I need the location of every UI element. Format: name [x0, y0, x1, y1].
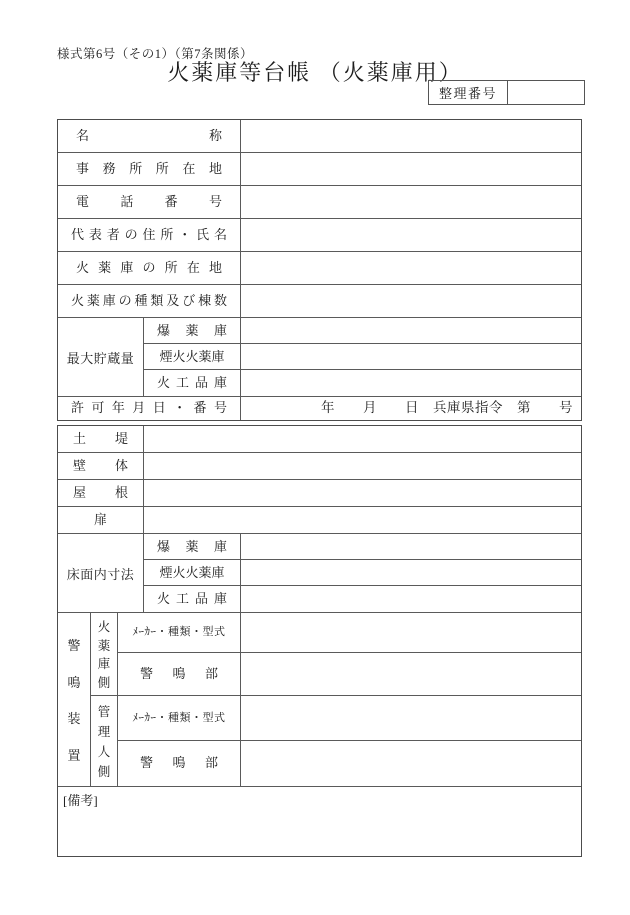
- form-code: 様式第6号（その1）（第7条関係）: [57, 47, 254, 61]
- representative-value: [241, 219, 581, 251]
- row-permit-date-number: [58, 397, 581, 420]
- row-storage-explosives: [144, 318, 581, 344]
- row-door: [58, 507, 581, 534]
- floor-explosives-value: [241, 534, 581, 559]
- floor-explosives-label: 爆薬庫: [144, 534, 241, 559]
- manager-side-maker-label: ﾒｰｶｰ・種類・型式: [118, 696, 241, 740]
- magazine-side-alarm-unit-label: 警鳴部: [118, 653, 241, 695]
- storage-pyrotechnics-value: [241, 370, 581, 396]
- alarm-device-label: 警 鳴 装 置: [58, 613, 91, 786]
- embankment-label: 土堤: [58, 426, 144, 452]
- row-manager-side-maker: [118, 696, 581, 741]
- row-embankment: [58, 426, 581, 453]
- alarm-device-section: [58, 613, 581, 787]
- embankment-value: [144, 426, 581, 452]
- magazine-location-value: [241, 252, 581, 284]
- permit-value: 年 月 日 兵庫県指令 第 号: [321, 400, 573, 415]
- manager-side-maker-value: [241, 696, 581, 740]
- row-office-address: [58, 153, 581, 186]
- reference-number-value: [508, 81, 584, 104]
- door-value: [144, 507, 581, 533]
- magazine-side-maker-label: ﾒｰｶｰ・種類・型式: [118, 613, 241, 652]
- manager-side-label: 管 理 人 側: [91, 696, 118, 786]
- row-floor-fireworks: [144, 560, 581, 586]
- row-roof: [58, 480, 581, 507]
- roof-value: [144, 480, 581, 506]
- floor-dimensions-section: [58, 534, 581, 613]
- row-wall: [58, 453, 581, 480]
- permit-label: 許可年月日・番号: [58, 397, 241, 420]
- alarm-manager-side-group: [91, 696, 581, 786]
- max-storage-section: [58, 318, 581, 397]
- magazine-side-alarm-unit-value: [241, 653, 581, 695]
- door-label: 扉: [58, 507, 144, 533]
- row-phone-number: [58, 186, 581, 219]
- office-address-label: 事務所所在地: [58, 153, 241, 185]
- wall-value: [144, 453, 581, 479]
- name-value: [241, 120, 581, 152]
- representative-label: 代表者の住所・氏名: [58, 219, 241, 251]
- row-floor-explosives: [144, 534, 581, 560]
- manager-side-alarm-unit-label: 警鳴部: [118, 741, 241, 786]
- name-label: 名称: [58, 120, 241, 152]
- storage-fireworks-label: 煙火火薬庫: [144, 344, 241, 369]
- magazine-side-maker-value: [241, 613, 581, 652]
- row-storage-fireworks: [144, 344, 581, 370]
- floor-pyrotechnics-value: [241, 586, 581, 612]
- storage-explosives-value: [241, 318, 581, 343]
- reference-number-label: 整理番号: [429, 81, 508, 104]
- floor-fireworks-value: [241, 560, 581, 585]
- row-floor-pyrotechnics: [144, 586, 581, 612]
- row-representative: [58, 219, 581, 252]
- phone-number-label: 電話番号: [58, 186, 241, 218]
- storage-explosives-label: 爆薬庫: [144, 318, 241, 343]
- remarks-label: [備考]: [63, 793, 98, 808]
- wall-label: 壁体: [58, 453, 144, 479]
- reference-number-box: [428, 80, 585, 105]
- row-magazine-type-count: [58, 285, 581, 318]
- row-storage-pyrotechnics: [144, 370, 581, 396]
- floor-fireworks-label: 煙火火薬庫: [144, 560, 241, 585]
- max-storage-label: 最大貯蔵量: [58, 318, 144, 396]
- storage-fireworks-value: [241, 344, 581, 369]
- floor-dimensions-label: 床面内寸法: [58, 534, 144, 612]
- magazine-location-label: 火薬庫の所在地: [58, 252, 241, 284]
- row-magazine-side-maker: [118, 613, 581, 653]
- page-title: 火薬庫等台帳 （火薬庫用）: [167, 60, 463, 85]
- floor-pyrotechnics-label: 火工品庫: [144, 586, 241, 612]
- row-magazine-location: [58, 252, 581, 285]
- main-info-table: [57, 119, 582, 421]
- magazine-type-count-label: 火薬庫の種類及び棟数: [58, 285, 241, 317]
- magazine-type-count-value: [241, 285, 581, 317]
- row-magazine-side-alarm-unit: [118, 653, 581, 695]
- phone-number-value: [241, 186, 581, 218]
- roof-label: 屋根: [58, 480, 144, 506]
- manager-side-alarm-unit-value: [241, 741, 581, 786]
- office-address-value: [241, 153, 581, 185]
- detail-table: [57, 425, 582, 857]
- row-manager-side-alarm-unit: [118, 741, 581, 786]
- storage-pyrotechnics-label: 火工品庫: [144, 370, 241, 396]
- magazine-side-label: 火 薬 庫 側: [91, 613, 118, 695]
- alarm-magazine-side-group: [91, 613, 581, 696]
- row-name: [58, 120, 581, 153]
- remarks-section: [58, 787, 581, 856]
